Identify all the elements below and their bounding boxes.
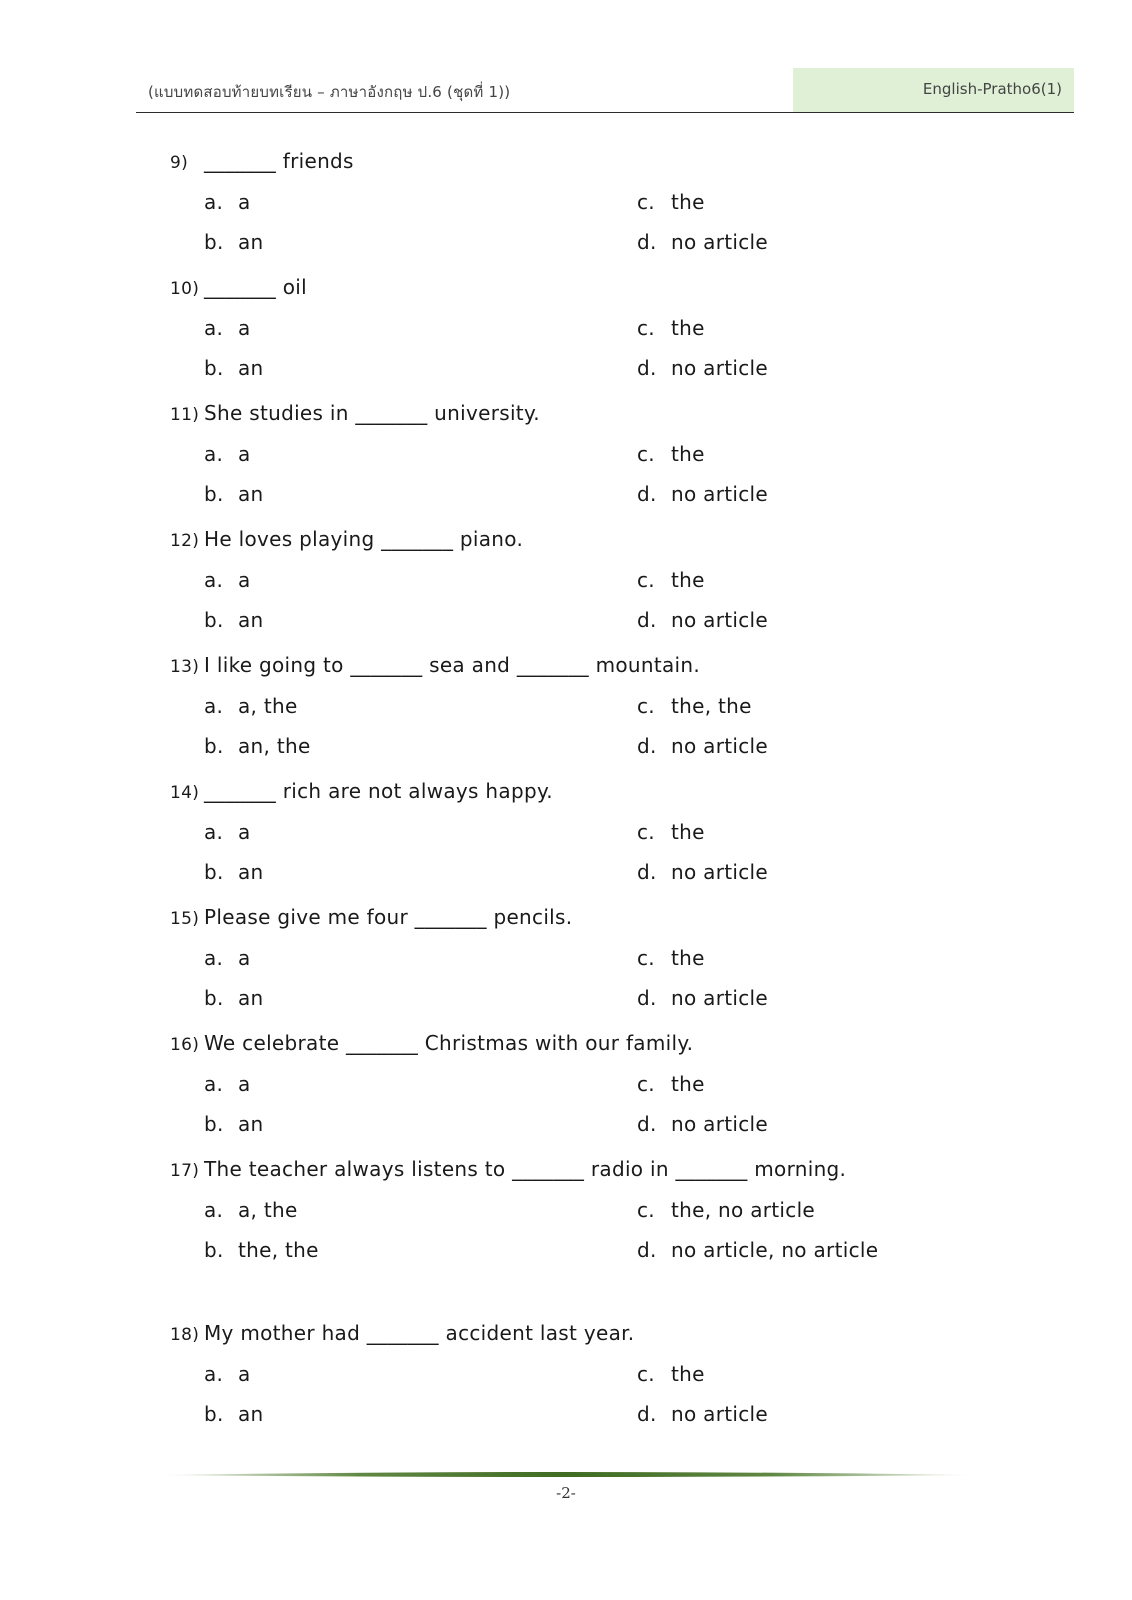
- option-text: a, the: [238, 1198, 298, 1222]
- answer-option[interactable]: [204, 1354, 637, 1394]
- option-text: a: [238, 316, 251, 340]
- answer-options: [204, 1190, 1030, 1270]
- question-number: 14): [170, 783, 200, 803]
- question-number: 18): [170, 1325, 200, 1345]
- option-letter: a.: [204, 316, 224, 340]
- option-text: the: [671, 1072, 705, 1096]
- option-letter: c.: [637, 442, 655, 466]
- option-text: the: [671, 190, 705, 214]
- answer-option[interactable]: [637, 1190, 937, 1230]
- question-number: 15): [170, 909, 200, 929]
- question-text: He loves playing _______ piano.: [204, 527, 524, 551]
- option-letter: a.: [204, 946, 224, 970]
- answer-options: [204, 182, 1030, 262]
- answer-option[interactable]: [204, 1230, 637, 1270]
- answer-option[interactable]: [637, 978, 937, 1018]
- question-item: [170, 644, 1030, 766]
- answer-option[interactable]: [637, 1394, 937, 1434]
- answer-option[interactable]: [204, 1104, 637, 1144]
- option-text: the: [671, 568, 705, 592]
- question-item: [170, 770, 1030, 892]
- footer-divider-stroke: [155, 1472, 977, 1477]
- answer-option[interactable]: [637, 222, 937, 262]
- option-letter: c.: [637, 316, 655, 340]
- question-text: _______ friends: [204, 149, 354, 173]
- option-letter: a.: [204, 820, 224, 844]
- question-stem: [170, 266, 1030, 308]
- option-letter: b.: [204, 1238, 224, 1262]
- answer-option[interactable]: [204, 938, 637, 978]
- option-letter: a.: [204, 190, 224, 214]
- option-text: the: [671, 442, 705, 466]
- option-letter: a.: [204, 694, 224, 718]
- answer-option[interactable]: [204, 222, 637, 262]
- answer-option[interactable]: [637, 1230, 937, 1270]
- option-text: an: [238, 230, 264, 254]
- question-item: [170, 392, 1030, 514]
- option-letter: a.: [204, 568, 224, 592]
- option-text: a: [238, 190, 251, 214]
- page-header: [136, 68, 1074, 113]
- option-letter: c.: [637, 1198, 655, 1222]
- option-letter: d.: [637, 986, 657, 1010]
- answer-option[interactable]: [204, 978, 637, 1018]
- question-number: 10): [170, 279, 200, 299]
- option-letter: d.: [637, 1238, 657, 1262]
- question-item: [170, 1148, 1030, 1270]
- option-text: an: [238, 482, 264, 506]
- answer-option[interactable]: [204, 812, 637, 852]
- answer-option[interactable]: [204, 308, 637, 348]
- answer-option[interactable]: [637, 1104, 937, 1144]
- option-text: an: [238, 1112, 264, 1136]
- answer-option[interactable]: [204, 182, 637, 222]
- option-letter: b.: [204, 482, 224, 506]
- question-text: She studies in _______ university.: [204, 401, 540, 425]
- option-letter: c.: [637, 568, 655, 592]
- option-letter: c.: [637, 946, 655, 970]
- answer-option[interactable]: [637, 182, 937, 222]
- answer-option[interactable]: [204, 726, 637, 766]
- answer-option[interactable]: [637, 560, 937, 600]
- question-text: _______ rich are not always happy.: [204, 779, 553, 803]
- option-letter: b.: [204, 986, 224, 1010]
- question-item: [170, 896, 1030, 1018]
- option-letter: d.: [637, 1402, 657, 1426]
- option-letter: b.: [204, 230, 224, 254]
- option-letter: d.: [637, 734, 657, 758]
- option-text: a: [238, 1362, 251, 1386]
- option-letter: b.: [204, 356, 224, 380]
- question-number: 13): [170, 657, 200, 677]
- question-text: My mother had _______ accident last year.: [204, 1321, 635, 1345]
- answer-option[interactable]: [637, 474, 937, 514]
- answer-option[interactable]: [204, 474, 637, 514]
- option-letter: b.: [204, 860, 224, 884]
- option-letter: c.: [637, 1362, 655, 1386]
- question-text: I like going to _______ sea and _______ mountain.: [204, 653, 701, 677]
- option-letter: d.: [637, 482, 657, 506]
- option-text: an: [238, 986, 264, 1010]
- question-number: 17): [170, 1161, 200, 1181]
- answer-option[interactable]: [204, 1064, 637, 1104]
- question-stem: [170, 518, 1030, 560]
- option-text: no article: [671, 230, 769, 254]
- answer-option[interactable]: [637, 348, 937, 388]
- option-text: no article: [671, 860, 769, 884]
- option-letter: c.: [637, 820, 655, 844]
- answer-option[interactable]: [637, 938, 937, 978]
- question-text: We celebrate _______ Christmas with our family.: [204, 1031, 694, 1055]
- answer-option[interactable]: [637, 1354, 937, 1394]
- question-stem: [170, 392, 1030, 434]
- option-letter: b.: [204, 1112, 224, 1136]
- option-text: no article, no article: [671, 1238, 879, 1262]
- answer-options: [204, 560, 1030, 640]
- option-letter: c.: [637, 1072, 655, 1096]
- question-item: [170, 518, 1030, 640]
- answer-options: [204, 812, 1030, 892]
- answer-options: [204, 938, 1030, 1018]
- option-letter: d.: [637, 1112, 657, 1136]
- question-stem: [170, 770, 1030, 812]
- option-letter: d.: [637, 608, 657, 632]
- option-text: the, the: [671, 694, 752, 718]
- option-text: a: [238, 820, 251, 844]
- option-text: a, the: [238, 694, 298, 718]
- option-text: a: [238, 1072, 251, 1096]
- answer-option[interactable]: [204, 434, 637, 474]
- option-text: the: [671, 946, 705, 970]
- option-text: an: [238, 356, 264, 380]
- option-letter: c.: [637, 190, 655, 214]
- question-number: 11): [170, 405, 200, 425]
- answer-option[interactable]: [204, 560, 637, 600]
- question-stem: [170, 1022, 1030, 1064]
- footer-divider: [155, 1468, 977, 1482]
- option-letter: d.: [637, 356, 657, 380]
- answer-option[interactable]: [637, 308, 937, 348]
- option-text: no article: [671, 986, 769, 1010]
- answer-option[interactable]: [637, 600, 937, 640]
- header-course-code: English-Pratho6(1): [922, 80, 1062, 98]
- question-item: [170, 1312, 1030, 1434]
- option-text: the, the: [238, 1238, 319, 1262]
- answer-option[interactable]: [637, 686, 937, 726]
- option-text: a: [238, 946, 251, 970]
- answer-option[interactable]: [204, 852, 637, 892]
- option-text: no article: [671, 356, 769, 380]
- option-text: an, the: [238, 734, 311, 758]
- option-text: no article: [671, 482, 769, 506]
- option-text: an: [238, 608, 264, 632]
- header-tag: [793, 68, 1074, 112]
- answer-option[interactable]: [637, 812, 937, 852]
- answer-option[interactable]: [637, 434, 937, 474]
- option-text: no article: [671, 1402, 769, 1426]
- question-stem: [170, 1312, 1030, 1354]
- option-text: a: [238, 568, 251, 592]
- option-text: the: [671, 820, 705, 844]
- answer-option[interactable]: [204, 348, 637, 388]
- option-letter: b.: [204, 1402, 224, 1426]
- option-letter: a.: [204, 1198, 224, 1222]
- option-letter: b.: [204, 608, 224, 632]
- page-number: -2-: [556, 1484, 576, 1502]
- answer-option[interactable]: [204, 1190, 637, 1230]
- question-text: Please give me four _______ pencils.: [204, 905, 573, 929]
- option-text: no article: [671, 734, 769, 758]
- question-stem: [170, 1148, 1030, 1190]
- header-title: (แบบทดสอบท้ายบทเรียน – ภาษาอังกฤษ ป.6 (ชุดที่ 1)): [148, 83, 511, 101]
- question-stem: [170, 644, 1030, 686]
- answer-option[interactable]: [204, 686, 637, 726]
- option-letter: d.: [637, 860, 657, 884]
- question-list: [170, 140, 1030, 1438]
- answer-options: [204, 686, 1030, 766]
- question-number: 12): [170, 531, 200, 551]
- option-text: the, no article: [671, 1198, 816, 1222]
- answer-option[interactable]: [204, 1394, 637, 1434]
- option-text: the: [671, 316, 705, 340]
- option-text: no article: [671, 1112, 769, 1136]
- answer-option[interactable]: [637, 1064, 937, 1104]
- question-item: [170, 140, 1030, 262]
- option-letter: c.: [637, 694, 655, 718]
- question-stem: [170, 140, 1030, 182]
- option-text: no article: [671, 608, 769, 632]
- option-letter: a.: [204, 1362, 224, 1386]
- answer-option[interactable]: [637, 726, 937, 766]
- question-item: [170, 1022, 1030, 1144]
- question-number: 16): [170, 1035, 200, 1055]
- answer-options: [204, 434, 1030, 514]
- question-text: The teacher always listens to _______ radio in _______ morning.: [204, 1157, 847, 1181]
- answer-options: [204, 1354, 1030, 1434]
- question-stem: [170, 896, 1030, 938]
- option-text: the: [671, 1362, 705, 1386]
- option-letter: b.: [204, 734, 224, 758]
- option-text: a: [238, 442, 251, 466]
- question-text: _______ oil: [204, 275, 308, 299]
- question-item: [170, 266, 1030, 388]
- option-letter: a.: [204, 442, 224, 466]
- option-letter: a.: [204, 1072, 224, 1096]
- option-letter: d.: [637, 230, 657, 254]
- answer-options: [204, 308, 1030, 388]
- answer-option[interactable]: [204, 600, 637, 640]
- option-text: an: [238, 860, 264, 884]
- question-number: 9): [170, 153, 189, 173]
- answer-option[interactable]: [637, 852, 937, 892]
- option-text: an: [238, 1402, 264, 1426]
- answer-options: [204, 1064, 1030, 1144]
